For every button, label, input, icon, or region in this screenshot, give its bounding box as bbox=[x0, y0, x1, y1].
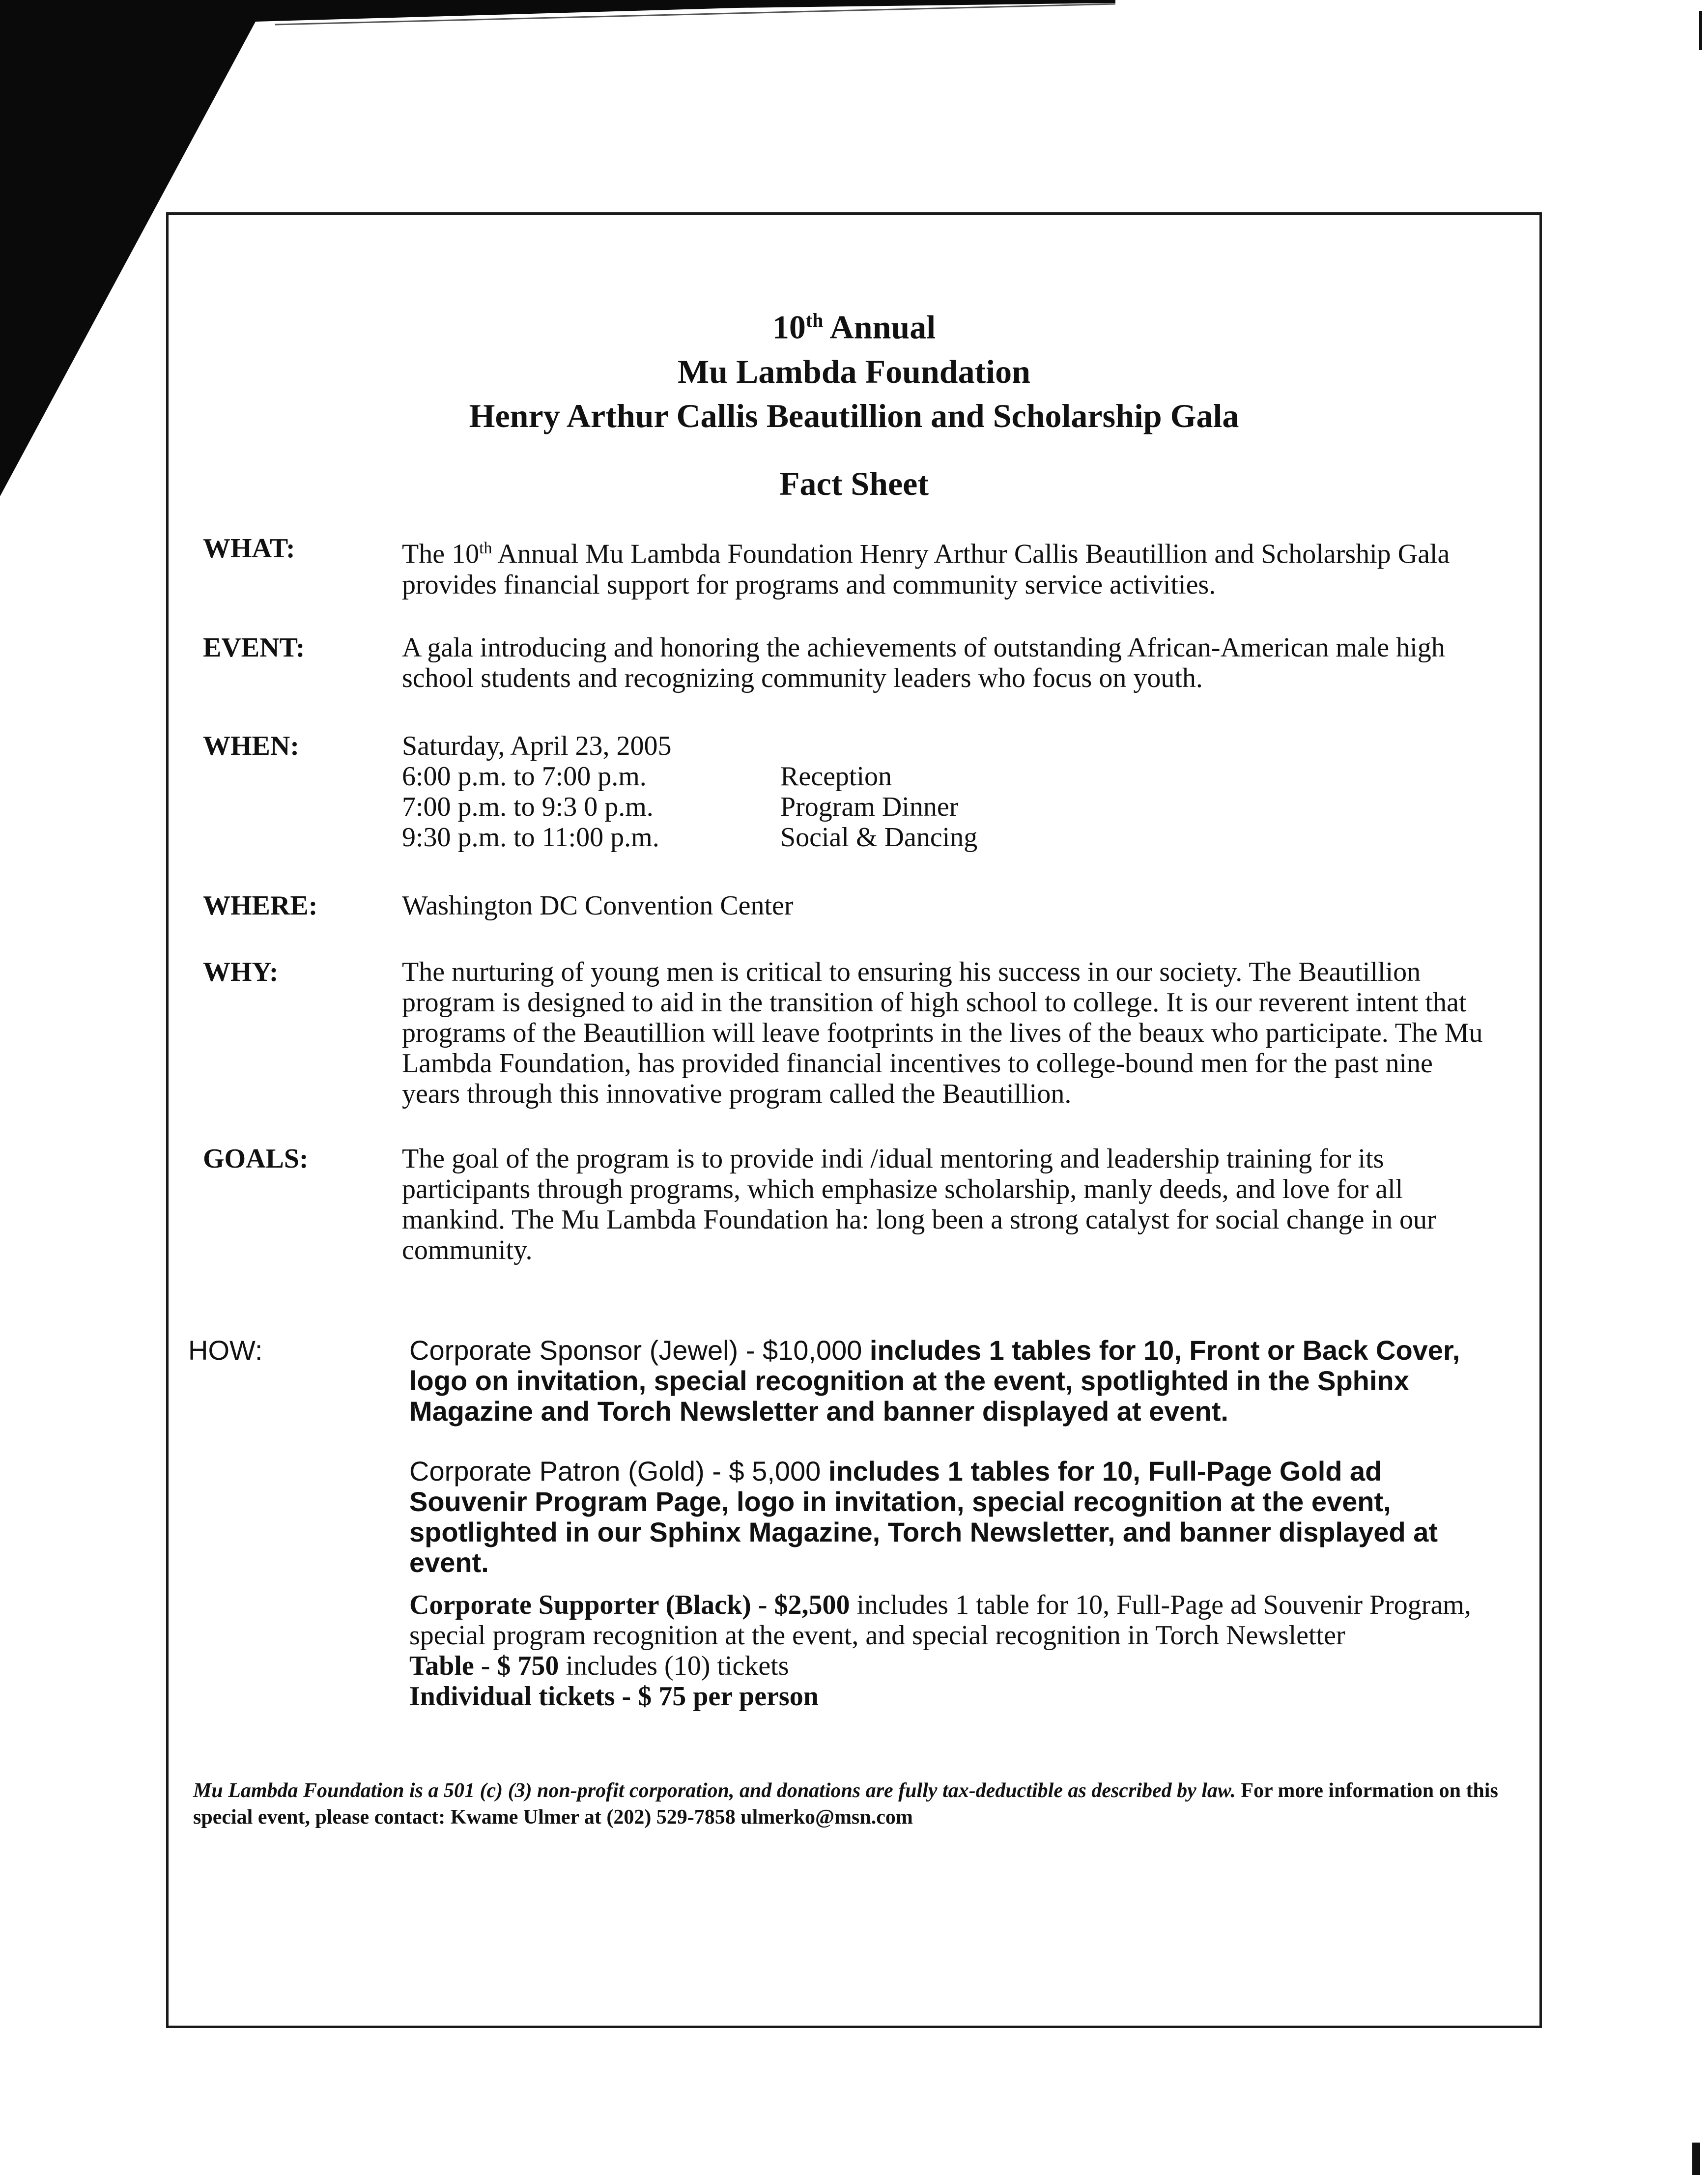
when-date: Saturday, April 23, 2005 bbox=[402, 731, 672, 761]
schedule-row bbox=[402, 822, 1495, 853]
section-why bbox=[203, 957, 1495, 1109]
title-fact-sheet: Fact Sheet bbox=[779, 464, 929, 502]
title-annual-word: Annual bbox=[829, 308, 936, 346]
tier-black-desc: includes 1 table for 10, Full-Page ad Souvenir Program, special program recognition at the event, and special recognition in Torch Newsletter bbox=[409, 1590, 1471, 1651]
body-when bbox=[402, 731, 1495, 853]
body-event: A gala introducing and honoring the achievements of outstanding African-American male high school students and recognizing community leaders who focus on youth. bbox=[402, 632, 1445, 693]
body-what bbox=[402, 533, 1495, 600]
tier-black bbox=[409, 1590, 1495, 1651]
body-why: The nurturing of young men is critical to ensuring his success in our society. The Beautillion program is designed to aid in the transition of high school to college. It is our reverent intent that programs of the Beautillion will leave footprints in the lives of the beaux who participate. The Mu Lambda Foundation, has provided financial incentives to college-bound men for the past nine years through this innovative program called the Beautillion. bbox=[402, 957, 1483, 1109]
label-when: WHEN: bbox=[203, 731, 299, 761]
body-how bbox=[409, 1335, 1495, 1712]
label-where: WHERE: bbox=[203, 890, 318, 921]
label-event: EVENT: bbox=[203, 632, 305, 663]
tier-gold bbox=[409, 1456, 1495, 1578]
schedule-activity: Program Dinner bbox=[780, 792, 959, 822]
footer-contact: For more information on this special event, please contact: Kwame Ulmer at (202) 529-7858 ulmerko@msn.com bbox=[193, 1779, 1498, 1829]
tier-individual: Individual tickets - $ 75 per person bbox=[409, 1681, 819, 1712]
body-where: Washington DC Convention Center bbox=[402, 890, 794, 921]
footer-note bbox=[193, 1777, 1500, 1831]
section-where bbox=[203, 890, 1495, 921]
section-goals bbox=[203, 1144, 1495, 1265]
tier-jewel-name: Corporate Sponsor (Jewel) - $10,000 bbox=[409, 1335, 862, 1366]
label-goals: GOALS: bbox=[203, 1144, 309, 1174]
schedule-time: 9:30 p.m. to 11:00 p.m. bbox=[402, 822, 659, 853]
title-ordinal: 10 bbox=[772, 308, 806, 346]
scan-edge-mark bbox=[1692, 2143, 1700, 2175]
schedule-time: 7:00 p.m. to 9:3 0 p.m. bbox=[402, 792, 654, 822]
tier-gold-desc: includes 1 tables for 10, Full-Page Gold ad Souvenir Program Page, logo in invitation, special recognition at the event, spotlighted in our Sphinx Magazine, Torch Newsletter, and banner displayed at event. bbox=[409, 1456, 1438, 1578]
schedule-activity: Reception bbox=[780, 761, 892, 792]
section-event bbox=[203, 632, 1495, 693]
what-text: Annual Mu Lambda Foundation Henry Arthur Callis Beautillion and Scholarship Gala provides financial support for programs and community service activities. bbox=[402, 539, 1450, 600]
title-event: Henry Arthur Callis Beautillion and Scholarship Gala bbox=[469, 397, 1239, 434]
body-goals: The goal of the program is to provide indi /idual mentoring and leadership training for its participants through programs, which emphasize scholarship, manly deeds, and love for all mankind. The Mu Lambda Foundation ha: long been a strong catalyst for social change in our community. bbox=[402, 1144, 1436, 1265]
what-pre: The bbox=[402, 539, 452, 570]
title-annual bbox=[169, 298, 1539, 349]
tier-jewel bbox=[409, 1335, 1495, 1427]
schedule-row bbox=[402, 792, 1495, 822]
tier-table bbox=[409, 1651, 1495, 1681]
section-how bbox=[188, 1335, 1495, 1712]
tier-table-name: Table - $ 750 bbox=[409, 1651, 559, 1681]
title-ordinal-suffix: th bbox=[805, 309, 824, 331]
what-ordinal-suffix: th bbox=[479, 539, 492, 557]
tier-black-name: Corporate Supporter (Black) - $2,500 bbox=[409, 1590, 850, 1620]
what-ordinal: 10 bbox=[452, 539, 480, 570]
fact-sheet-frame bbox=[166, 212, 1542, 2028]
tier-table-desc: includes (10) tickets bbox=[559, 1651, 789, 1681]
section-what bbox=[203, 533, 1495, 600]
label-why: WHY: bbox=[203, 957, 279, 987]
section-when bbox=[203, 731, 1495, 853]
tier-jewel-desc: includes 1 tables for 10, Front or Back Cover, logo on invitation, special recognition at the event, spotlighted in the Sphinx Magazine and Torch Newsletter and banner displayed at event. bbox=[409, 1335, 1460, 1427]
label-what: WHAT: bbox=[203, 533, 295, 564]
schedule-time: 6:00 p.m. to 7:00 p.m. bbox=[402, 761, 647, 792]
label-how: HOW: bbox=[188, 1335, 263, 1366]
title-organization: Mu Lambda Foundation bbox=[678, 352, 1030, 390]
footer-nonprofit: Mu Lambda Foundation is a 501 (c) (3) non-profit corporation, and donations are fully tax-deductible as described by law. bbox=[193, 1779, 1236, 1802]
tier-gold-name: Corporate Patron (Gold) - $ 5,000 bbox=[409, 1456, 821, 1487]
title-block bbox=[169, 298, 1539, 506]
schedule-activity: Social & Dancing bbox=[780, 822, 978, 853]
schedule-row bbox=[402, 761, 1495, 792]
scan-edge-mark bbox=[1699, 11, 1702, 50]
